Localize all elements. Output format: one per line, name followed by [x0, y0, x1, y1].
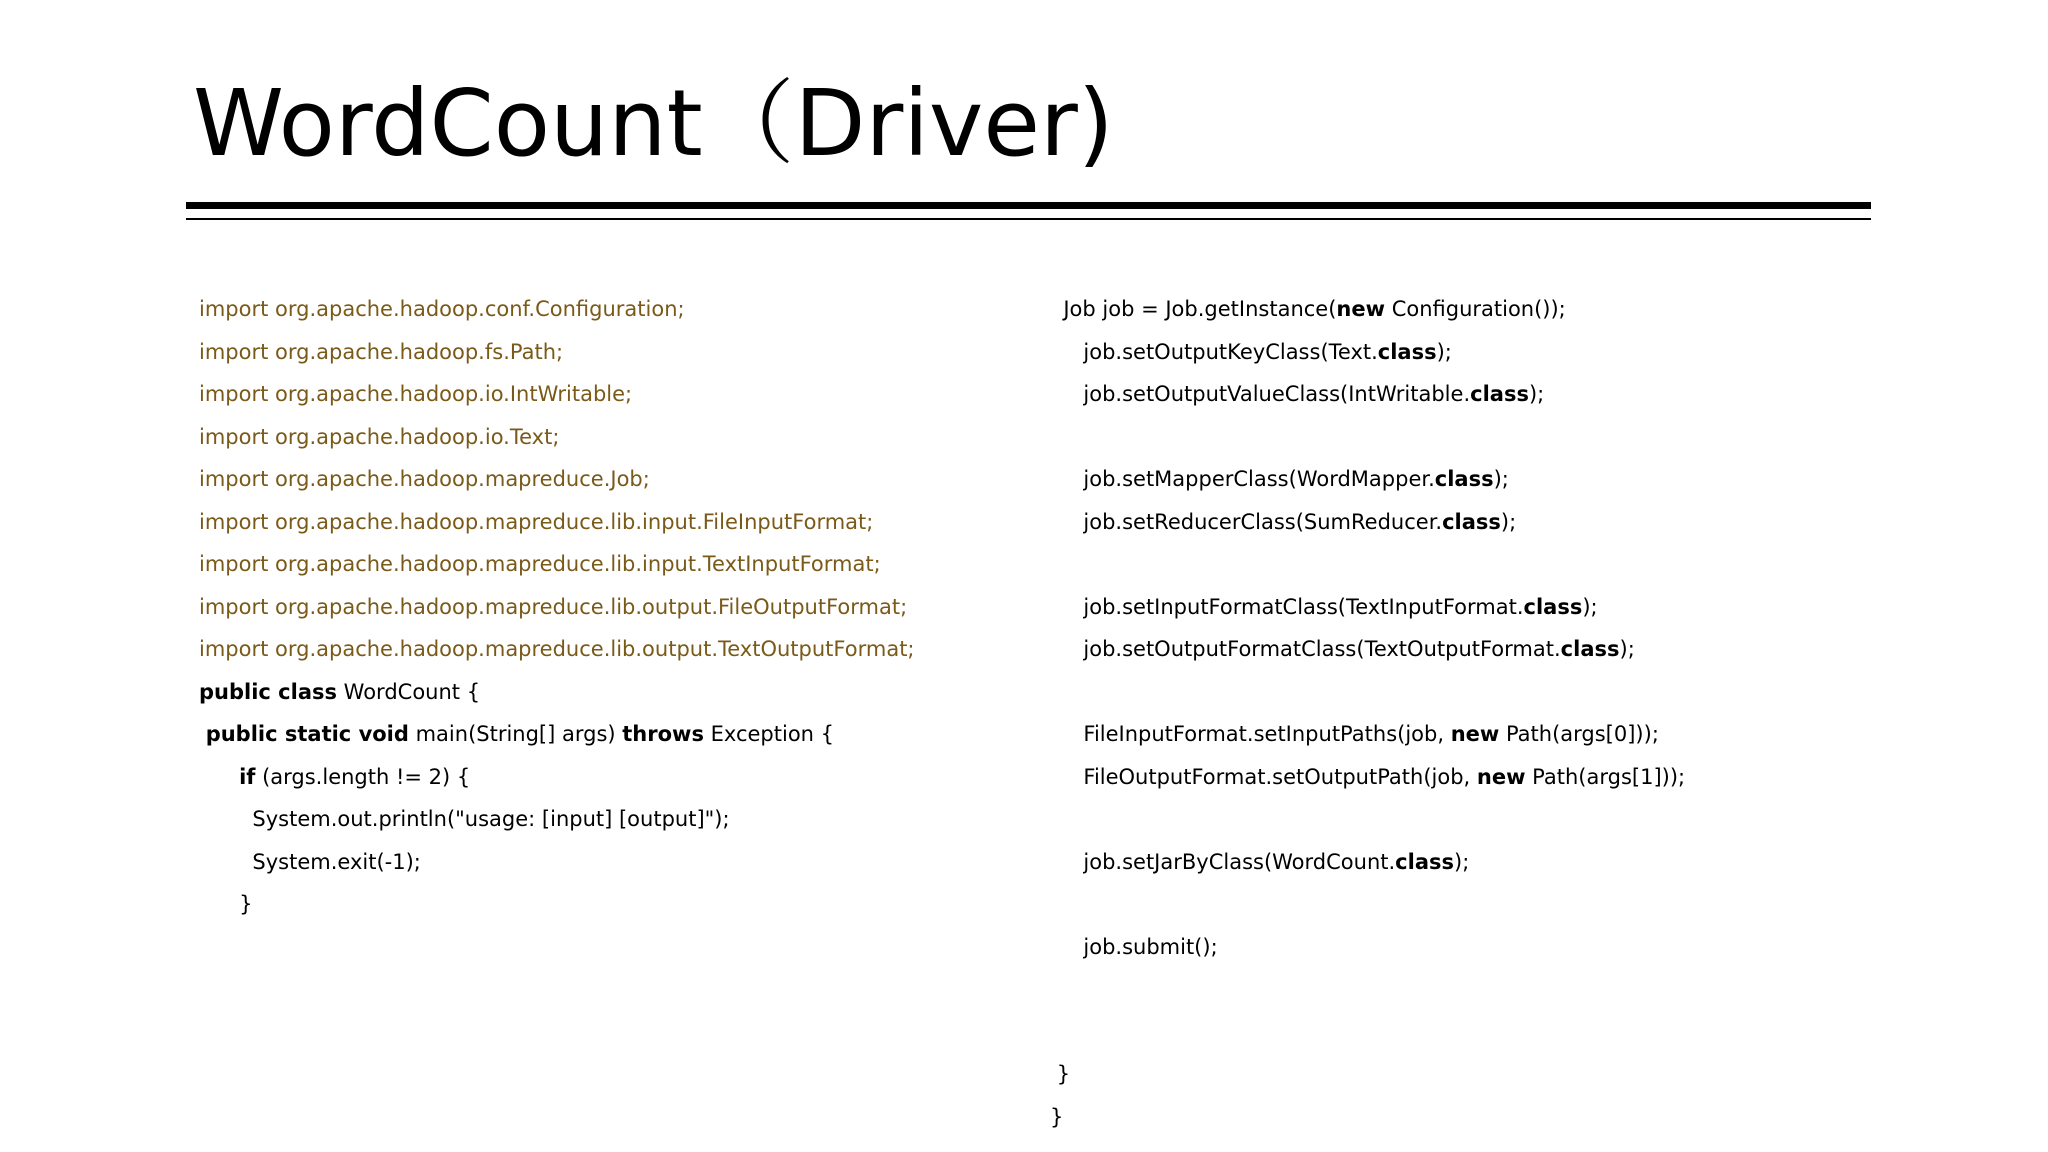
code-line [1050, 671, 1870, 714]
code-line [199, 883, 1019, 926]
code-indent [199, 892, 239, 916]
code-text: Configuration()); [1385, 297, 1566, 321]
code-indent [199, 722, 206, 746]
code-keyword: class [1470, 382, 1529, 406]
code-text: import org.apache.hadoop.io.Text; [199, 424, 560, 449]
code-text: Job job = Job.getInstance( [1063, 297, 1337, 321]
code-line [1050, 1053, 1870, 1096]
slide-title: WordCount（Driver) [193, 70, 1114, 177]
code-text: import org.apache.hadoop.fs.Path; [199, 339, 564, 364]
code-text: job.submit(); [1083, 934, 1218, 959]
code-block-right [1050, 288, 1870, 1138]
code-keyword: public static void [205, 722, 409, 746]
code-keyword: class [1442, 509, 1501, 534]
code-line [199, 288, 1019, 331]
code-text: Path(args[1])); [1525, 764, 1686, 789]
code-line [1050, 756, 1870, 799]
code-line [1050, 416, 1870, 459]
code-keyword: class [1434, 467, 1494, 491]
code-keyword: new [1476, 764, 1526, 789]
code-keyword: throws [622, 722, 704, 746]
code-line [199, 586, 1019, 629]
code-indent [1050, 765, 1083, 789]
code-line [199, 798, 1019, 841]
code-line [199, 756, 1019, 799]
code-block-left [199, 288, 1019, 926]
code-line [1050, 968, 1870, 1011]
code-indent [1050, 297, 1063, 321]
code-indent [1050, 935, 1083, 959]
code-text: ); [1528, 382, 1545, 406]
code-keyword: class [1523, 594, 1583, 619]
code-keyword: class [1377, 339, 1437, 364]
code-text: job.setOutputKeyClass(Text. [1083, 339, 1378, 364]
code-text: Exception { [703, 722, 835, 746]
code-text: job.setOutputValueClass(IntWritable. [1083, 382, 1471, 406]
code-text: import org.apache.hadoop.conf.Configuration; [199, 297, 685, 321]
code-text: FileInputFormat.setInputPaths(job, [1083, 722, 1451, 746]
code-line [1050, 586, 1870, 629]
code-text: ); [1582, 594, 1598, 619]
code-line [1050, 501, 1870, 544]
code-text: } [239, 892, 253, 916]
code-line [1050, 628, 1870, 671]
code-line [1050, 331, 1870, 374]
code-text: import org.apache.hadoop.mapreduce.lib.input.TextInputFormat; [199, 552, 881, 576]
code-text: ); [1493, 467, 1509, 491]
code-line [1050, 1011, 1870, 1054]
code-keyword: public class [199, 679, 337, 704]
code-text: import org.apache.hadoop.io.IntWritable; [199, 382, 633, 406]
code-text: WordCount { [337, 679, 481, 704]
code-line [199, 458, 1019, 501]
code-text: job.setReducerClass(SumReducer. [1083, 509, 1443, 534]
code-line [199, 671, 1019, 714]
code-text: ); [1619, 637, 1635, 661]
code-line [1050, 543, 1870, 586]
code-text: import org.apache.hadoop.mapreduce.lib.output.TextOutputFormat; [199, 637, 915, 661]
code-keyword: class [1560, 637, 1620, 661]
code-indent [199, 807, 252, 831]
code-keyword: new [1336, 297, 1386, 321]
code-line [199, 331, 1019, 374]
code-line [1050, 288, 1870, 331]
code-text: } [1050, 1104, 1064, 1129]
code-keyword: class [1395, 849, 1454, 874]
code-text: System.exit(-1); [252, 849, 421, 874]
code-line [1050, 841, 1870, 884]
code-text: main(String[] args) [408, 722, 623, 746]
code-line [1050, 458, 1870, 501]
code-text: job.setOutputFormatClass(TextOutputFormat. [1083, 637, 1561, 661]
code-text: job.setMapperClass(WordMapper. [1083, 467, 1435, 491]
code-text: Path(args[0])); [1499, 722, 1659, 746]
code-indent [199, 850, 252, 874]
title-rule-thin [186, 218, 1871, 220]
code-text: ); [1500, 509, 1517, 534]
code-keyword: new [1450, 722, 1500, 746]
code-text: (args.length != 2) { [255, 764, 471, 789]
code-text: } [1056, 1062, 1071, 1086]
code-line [199, 373, 1019, 416]
code-line [1050, 713, 1870, 756]
code-line [1050, 883, 1870, 926]
code-line [199, 841, 1019, 884]
code-line [199, 543, 1019, 586]
code-text: ); [1436, 339, 1452, 364]
code-indent [1050, 722, 1083, 746]
code-line [199, 713, 1019, 756]
code-text: import org.apache.hadoop.mapreduce.lib.input.FileInputFormat; [199, 509, 874, 534]
code-text: import org.apache.hadoop.mapreduce.Job; [199, 467, 650, 491]
code-indent [1050, 1062, 1057, 1086]
code-line [1050, 373, 1870, 416]
code-indent [1050, 595, 1083, 619]
code-text: ); [1454, 849, 1470, 874]
code-indent [199, 765, 239, 789]
code-indent [1050, 510, 1083, 534]
code-line [1050, 926, 1870, 969]
code-line [1050, 1096, 1870, 1139]
code-text: job.setJarByClass(WordCount. [1083, 849, 1396, 874]
code-line [199, 628, 1019, 671]
code-indent [1050, 382, 1083, 406]
code-line [199, 416, 1019, 459]
code-text: import org.apache.hadoop.mapreduce.lib.output.FileOutputFormat; [199, 594, 908, 619]
code-text: FileOutputFormat.setOutputPath(job, [1083, 764, 1477, 789]
code-indent [1050, 850, 1083, 874]
code-text: job.setInputFormatClass(TextInputFormat. [1083, 594, 1524, 619]
code-text: System.out.println("usage: [input] [output]"); [252, 807, 730, 831]
code-line [199, 501, 1019, 544]
code-indent [1050, 637, 1083, 661]
title-rule-thick [186, 202, 1871, 209]
code-indent [1050, 340, 1083, 364]
code-keyword: if [239, 764, 256, 789]
code-indent [1050, 467, 1083, 491]
code-line [1050, 798, 1870, 841]
